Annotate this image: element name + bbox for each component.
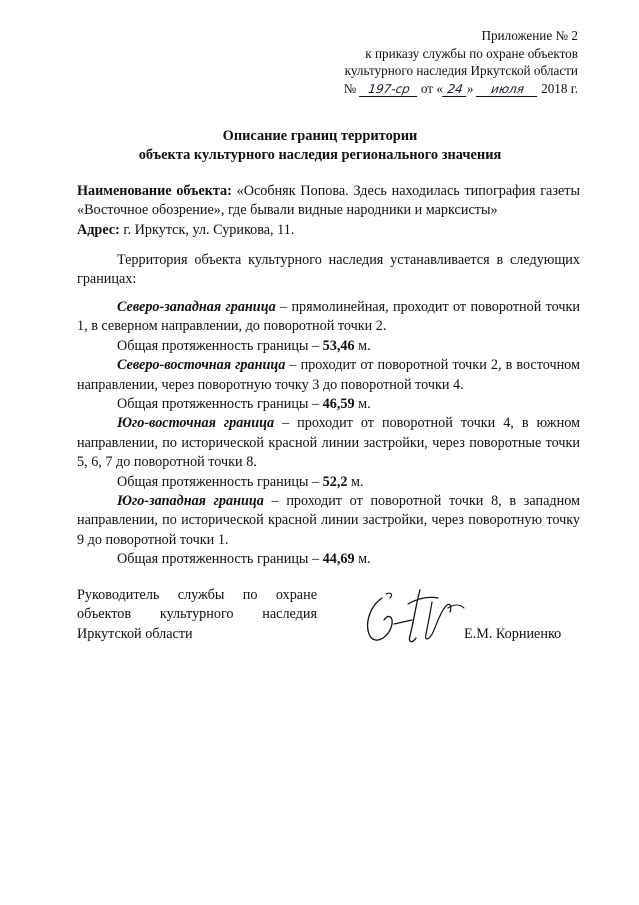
order-number-handwritten: 197-ср	[359, 83, 419, 97]
object-address-value: г. Иркутск, ул. Сурикова, 11.	[119, 221, 295, 238]
signatory-position-line-1: Руководитель службы по охране	[77, 587, 317, 603]
signatory-position-line-3: Иркутской области	[77, 625, 193, 642]
border-length	[77, 337, 580, 356]
order-year: 2018 г.	[541, 80, 578, 96]
border-length	[77, 395, 580, 414]
handwritten-signature	[360, 584, 470, 654]
border-length-unit: м.	[354, 551, 371, 568]
object-name-paragraph	[77, 182, 580, 221]
order-month-handwritten: июля	[476, 83, 539, 97]
appendix-header	[318, 27, 578, 97]
border-length	[77, 550, 580, 569]
intro-paragraph	[77, 251, 580, 290]
object-address-label: Адрес:	[77, 221, 120, 238]
border-length	[77, 473, 580, 492]
border-length-value: 53,46	[322, 337, 355, 354]
border-description	[77, 492, 580, 550]
order-number-line	[318, 80, 578, 98]
object-info	[77, 182, 580, 240]
signatory-name: Е.М. Корниенко	[464, 626, 562, 642]
border-length-unit: м.	[354, 337, 371, 354]
order-from-label: от «	[420, 80, 443, 96]
borders-section	[77, 298, 580, 570]
border-text: – проходит от поворотной точки 8, в западном направлении, по исторической красной линии застройки, через поворотную точку 9 до поворотной точки 1.	[77, 493, 580, 548]
border-description	[77, 356, 580, 395]
border-length-unit: м.	[347, 473, 364, 490]
border-length-label: Общая протяженность границы –	[117, 551, 323, 568]
object-name-value: «Особняк Попова. Здесь находилась типография газеты «Восточное обозрение», где бывали видные народники и марксисты»	[77, 183, 580, 219]
border-description	[77, 414, 580, 472]
border-text: – прямолинейная, проходит от поворотной точки 1, в северном направлении, до поворотной точки 2.	[77, 299, 581, 335]
border-length-value: 52,2	[322, 473, 348, 490]
border-length-label: Общая протяженность границы –	[117, 473, 323, 490]
signatory-position-line-2: объектов культурного наследия	[77, 606, 317, 623]
border-length-value: 44,69	[322, 551, 355, 568]
border-length-label: Общая протяженность границы –	[117, 396, 323, 413]
object-name-label: Наименование объекта:	[77, 183, 232, 199]
title-line-1: Описание границ территории	[222, 128, 418, 144]
border-length-label: Общая протяженность границы –	[117, 337, 323, 354]
document-title	[60, 127, 580, 165]
border-description	[77, 298, 580, 337]
border-length-value: 46,59	[322, 396, 355, 413]
border-name: Юго-восточная граница	[117, 415, 275, 432]
order-reference-line-2: культурного наследия Иркутской области	[344, 63, 578, 78]
border-name: Юго-западная граница	[117, 493, 264, 510]
order-reference-line-1: к приказу службы по охране объектов	[365, 45, 578, 61]
title-line-2: объекта культурного наследия регионального значения	[138, 147, 502, 163]
border-name: Северо-восточная граница	[117, 357, 286, 374]
border-length-unit: м.	[354, 396, 371, 413]
border-name: Северо-западная граница	[117, 299, 276, 315]
order-day-handwritten: 24	[442, 83, 468, 97]
order-quote-close: »	[466, 80, 474, 96]
appendix-number: Приложение № 2	[481, 28, 578, 43]
order-number-prefix: №	[343, 80, 357, 96]
signatory-position	[77, 586, 317, 644]
intro-text: Территория объекта культурного наследия устанавливается в следующих границах:	[77, 252, 580, 288]
object-address-paragraph	[77, 221, 580, 240]
border-text: – проходит от поворотной точки 4, в южном направлении, по исторической красной линии застройки, через поворотные точки 5, 6, 7 до поворотной точки 8.	[77, 415, 580, 471]
border-text: – проходит от поворотной точки 2, в восточном направлении, через поворотную точку 3 до поворотной точки 4.	[77, 357, 580, 393]
